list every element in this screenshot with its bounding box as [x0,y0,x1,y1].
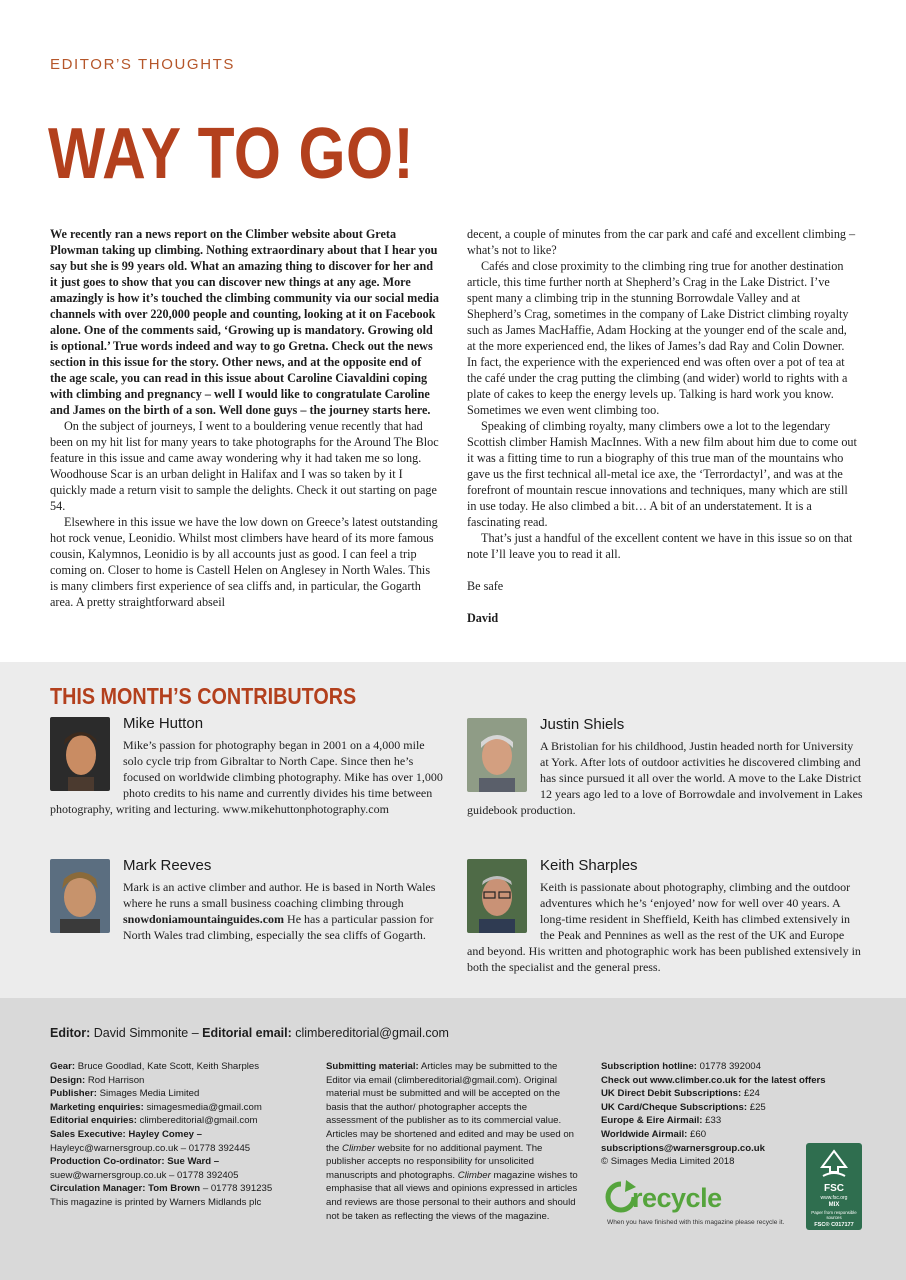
fsc-mix: MIX [828,1202,840,1208]
headline: WAY TO GO! [48,114,415,194]
staff-row: This magazine is printed by Warners Midlands plc [50,1196,262,1208]
contributor-bio: Mike’s passion for photography began in 2001 on a 4,000 mile solo cycle trip from Gibraltar to North Cape. Since then he’s focused on worldwide climbing photography. Mike has over 1,000 photo credits to his name and currently divides his time between photography, writing and lecturing. www.mikehuttonphotography.com [50,738,443,816]
article-column-left [50,226,440,610]
bio-text: Mark is an active climber and author. He is based in North Wales where he runs a small business coaching climbing through [123,880,436,910]
contributor-name: Mark Reeves [123,857,212,874]
contributor-bio [50,879,446,943]
fsc-name: FSC [824,1183,844,1194]
article-paragraph: Speaking of climbing royalty, many climbers owe a lot to the legendary Scottish climber Hamish MacInnes. With a new film about him due to come out it was a fitting time to run a biography of this true man of the mountains who gave us the first technical all-metal ice axe, the ‘Terrordactyl’, and was at the forefront of mountain rescue innovations and techniques, many which are still in use today. He also climbed a bit… A bit of an understatement. It is a fascinating read. [467,419,857,529]
staff-row: Marketing enquiries: simagesmedia@gmail.com [50,1101,262,1113]
subscription-row: Check out www.climber.co.uk for the latest offers [601,1074,826,1086]
staff-row: Hayleyc@warnersgroup.co.uk – 01778 392445 [50,1142,251,1154]
fsc-url: www.fsc.org [820,1195,848,1201]
article-paragraph: Elsewhere in this issue we have the low down on Greece’s latest outstanding hot rock venue, Leonidio. Whilst most climbers have heard of its more famous cousin, Kalymnos, Leonidio is by all accounts just as good. I can feel a trip coming on. Closer to home is Castell Helen on Anglesey in North Wales. This is many climbers first experience of sea cliffs and, in particular, the Gogarth area. A pretty straightforward abseil [50,515,438,609]
article-column-right [467,226,857,626]
staff-row: Publisher: Simages Media Limited [50,1088,200,1100]
recycle-word: recycle [632,1183,722,1213]
staff-row: Production Co-ordinator: Sue Ward – [50,1156,220,1168]
website-link[interactable]: snowdoniamountainguides.com [123,912,285,926]
contributor-name: Justin Shiels [540,716,625,733]
subscription-row: Worldwide Airmail: £60 [601,1128,707,1140]
contributor-name: Keith Sharples [540,857,638,874]
staff-row: Gear: Bruce Goodlad, Kate Scott, Keith Sharples [50,1061,260,1072]
staff-row: Sales Executive: Hayley Comey – [50,1128,202,1140]
editor-line: Editor: David Simmonite – Editorial email: climbereditorial@gmail.com [50,1026,449,1040]
fsc-badge [806,1143,862,1230]
staff-row: Circulation Manager: Tom Brown – 01778 391235 [50,1183,273,1195]
article-paragraph: We recently ran a news report on the Climber website about Greta Plowman taking up climbing. Nothing extraordinary about that I hear you say but she is 99 years old. What an amazing thing to discover for her and it just goes to show that you can discover new things at any age. More amazingly is how it’s touched the climbing community via our social media channels with over 220,000 people and counting, looking at it on Facebook alone. One of the comments said, ‘Growing up is mandatory. Growing old is optional.’ True words indeed and way to go Gretna. Check out the news section in this issue for the story. Other news, and at the opposite end of the age scale, you can read in this issue about Caroline Ciavaldini coping with climbing and pregnancy – well I would like to congratulate Caroline and James on the birth of a son. Well done guys – the journey starts here. [50,227,439,417]
submitting-material: Submitting material: Articles may be submitted to the Editor via email (climbereditorial@gmail.com). Original material must be submitted and will be accepted on the basis that the author/ photographer accepts the assessment of the publisher as to its commercial value. Articles may be shortened and edited and may be used on the Climber website for no additional payment. The publisher accepts no responsibility for unsolicited manuscripts and photographs. Climber magazine wishes to emphasise that all views and opinions expressed in articles and reviews are those personal to their authors and should not be taken as reflecting the views of the magazine. [326,1061,578,1222]
editor-name: David Simmonite [93,1026,189,1040]
staff-row: suew@warnersgroup.co.uk – 01778 392405 [50,1169,239,1181]
article-paragraph: Cafés and close proximity to the climbing ring true for another destination article, this time further north at Shepherd’s Crag in the Lake District. I’ve spent many a climbing trip in the stunning Borrowdale Valley and at Shepherd’s Crag, sometimes in the company of Lake District climbing royalty such as James MacHaffie, Adam Hocking at the younger end of the scale and, at the more experienced end, the likes of James’s dad Ray and Colin Downer. In fact, the experience with the experienced end was often over a pot of tea at the café under the crag putting the climbing (and wider) world to rights with a plate of cakes to keep the energy levels up. Talking is hard work you know. Sometimes we even went climbing too. [467,259,849,417]
staff-row: Design: Rod Harrison [50,1074,145,1086]
signoff: Be safe [467,579,504,593]
article-paragraph: On the subject of journeys, I went to a bouldering venue recently that had been on my hit list for many years to take photographs for the Around The Bloc feature in this issue and came away wondering why it had taken me so long. Woodhouse Scar is an urban delight in Halifax and I was so taken by it I quickly made a return visit to sample the delights. Check it out starting on page 54. [50,419,439,513]
fsc-tree-icon [817,1148,851,1182]
bio-text: He has a particular passion for North Wales trad climbing, especially the sea cliffs of Gogarth. [123,912,434,942]
subscription-row: UK Card/Cheque Subscriptions: £25 [601,1101,766,1113]
staff-row: Editorial enquiries: climbereditorial@gmail.com [50,1115,258,1127]
contributor-bio: A Bristolian for his childhood, Justin headed north for University at York. After lots of outdoor activities he discovered climbing and has since pursued it all over the world. A move to the Lake District 12 years ago led to a love of Borrowdale and involvement in Lakes guidebook production. [467,739,863,817]
subscription-row: UK Direct Debit Subscriptions: £24 [601,1088,760,1100]
article-paragraph: That’s just a handful of the excellent content we have in this issue so on that note I’ll leave you to read it all. [467,531,853,561]
fsc-paper: Paper from responsible sources [811,1210,857,1220]
subscription-row: © Simages Media Limited 2018 [601,1156,735,1168]
recycle-logo [604,1180,794,1230]
editor-label: Editor: [50,1026,91,1040]
email-label: Editorial email: [202,1026,292,1040]
subscription-row: Subscription hotline: 01778 392004 [601,1061,761,1072]
contributors-title: THIS MONTH’S CONTRIBUTORS [50,683,357,709]
subscription-row: subscriptions@warnersgroup.co.uk [601,1142,765,1154]
editor-email[interactable]: climbereditorial@gmail.com [295,1026,449,1040]
subscription-info [601,1060,826,1169]
contributor-bio: Keith is passionate about photography, climbing and the outdoor adventures which he’s ‘enjoyed’ now for well over 40 years. A long-time resident in Sheffield, Keith has climbed extensively in the Peak and Pennines as well as the rest of the UK and Europe and beyond. His written and photographic work has been published extensively in both the specialist and the general press. [467,880,861,974]
subscription-row: Europe & Eire Airmail: £33 [601,1115,722,1127]
section-label: EDITOR’S THOUGHTS [50,56,235,73]
article-paragraph: decent, a couple of minutes from the car park and café and excellent climbing – what’s not to like? [467,227,856,257]
staff-list [50,1060,300,1210]
signature: David [467,611,499,625]
recycle-note: When you have finished with this magazine please recycle it. [607,1219,785,1226]
contributor-name: Mike Hutton [123,715,204,732]
fsc-code: FSC® C017177 [814,1222,854,1228]
